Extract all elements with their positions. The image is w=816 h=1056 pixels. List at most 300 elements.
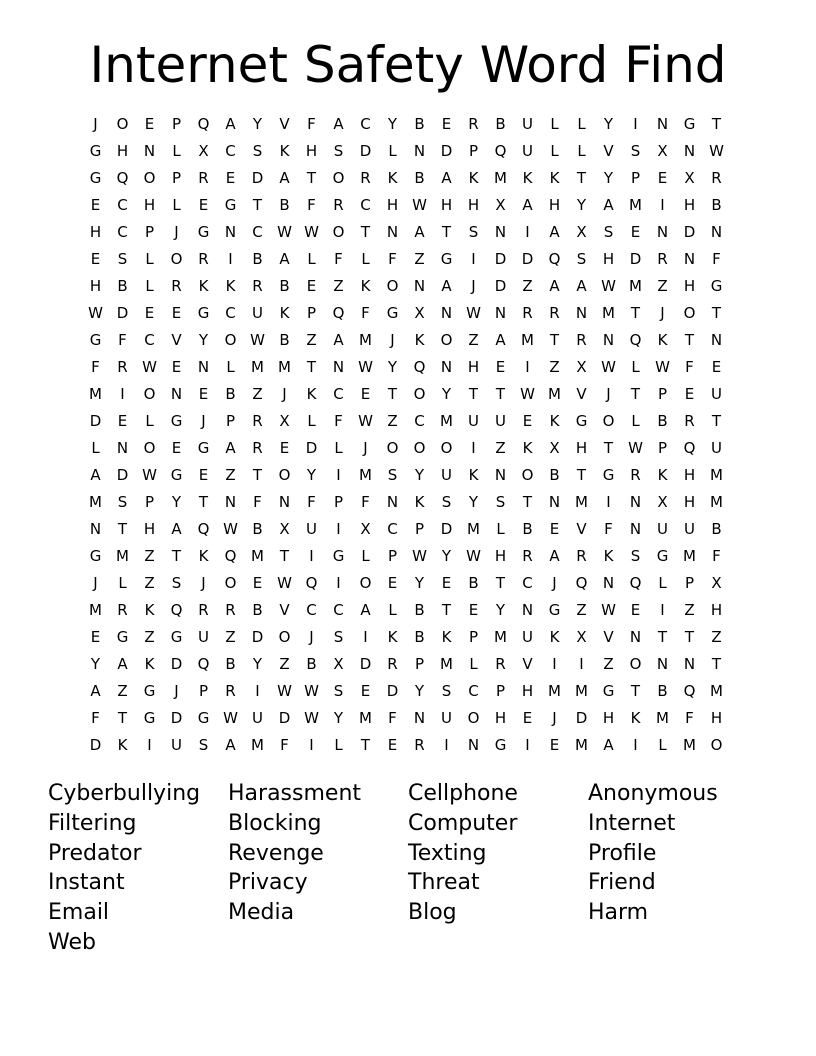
grid-letter[interactable]: H — [143, 520, 156, 538]
grid-letter[interactable]: S — [198, 736, 209, 754]
grid-letter[interactable]: P — [144, 223, 155, 241]
grid-letter[interactable]: S — [495, 493, 506, 511]
grid-letter[interactable]: M — [251, 736, 264, 754]
grid-letter[interactable]: D — [170, 709, 183, 727]
grid-letter[interactable]: L — [226, 358, 235, 376]
grid-letter[interactable]: F — [91, 709, 100, 727]
grid-letter[interactable]: Y — [414, 466, 425, 484]
grid-letter[interactable]: W — [250, 331, 265, 349]
grid-letter[interactable]: W — [142, 358, 157, 376]
grid-letter[interactable]: R — [225, 601, 236, 619]
grid-letter[interactable]: T — [171, 547, 182, 565]
grid-letter[interactable]: J — [552, 574, 557, 592]
grid-letter[interactable]: G — [116, 628, 129, 646]
grid-letter[interactable]: X — [576, 223, 587, 241]
grid-letter[interactable]: L — [496, 520, 505, 538]
grid-letter[interactable]: N — [332, 358, 345, 376]
grid-letter[interactable]: Q — [116, 169, 129, 187]
grid-letter[interactable]: E — [468, 601, 479, 619]
grid-letter[interactable]: T — [549, 331, 560, 349]
grid-letter[interactable]: S — [252, 142, 263, 160]
grid-letter[interactable]: D — [116, 466, 129, 484]
grid-letter[interactable]: I — [255, 682, 260, 700]
grid-letter[interactable]: N — [386, 223, 399, 241]
grid-letter[interactable]: F — [118, 331, 127, 349]
grid-letter[interactable]: X — [279, 520, 290, 538]
grid-letter[interactable]: L — [361, 547, 370, 565]
grid-letter[interactable]: K — [306, 385, 317, 403]
grid-letter[interactable]: I — [363, 628, 368, 646]
grid-letter[interactable]: R — [252, 412, 263, 430]
grid-letter[interactable]: U — [252, 709, 263, 727]
grid-letter[interactable]: R — [414, 736, 425, 754]
grid-letter[interactable]: K — [630, 709, 641, 727]
grid-letter[interactable]: E — [279, 439, 290, 457]
grid-letter[interactable]: E — [90, 628, 101, 646]
grid-letter[interactable]: L — [550, 142, 559, 160]
grid-letter[interactable]: E — [441, 115, 452, 133]
grid-letter[interactable]: N — [710, 223, 723, 241]
grid-letter[interactable]: G — [170, 466, 183, 484]
grid-letter[interactable]: U — [306, 520, 317, 538]
grid-letter[interactable]: T — [576, 169, 587, 187]
grid-letter[interactable]: C — [360, 115, 371, 133]
grid-letter[interactable]: N — [224, 223, 237, 241]
grid-letter[interactable]: D — [575, 709, 588, 727]
grid-letter[interactable]: H — [521, 682, 534, 700]
grid-letter[interactable]: O — [413, 439, 426, 457]
grid-letter[interactable]: M — [89, 493, 102, 511]
grid-letter[interactable]: A — [90, 466, 101, 484]
grid-letter[interactable]: K — [468, 466, 479, 484]
grid-letter[interactable]: A — [603, 196, 614, 214]
grid-letter[interactable]: R — [225, 682, 236, 700]
grid-letter[interactable]: L — [577, 115, 586, 133]
grid-letter[interactable]: T — [252, 196, 263, 214]
grid-letter[interactable]: T — [468, 385, 479, 403]
grid-letter[interactable]: T — [252, 466, 263, 484]
grid-letter[interactable]: T — [495, 385, 506, 403]
grid-letter[interactable]: N — [116, 439, 129, 457]
grid-letter[interactable]: O — [440, 439, 453, 457]
grid-letter[interactable]: R — [198, 169, 209, 187]
grid-letter[interactable]: J — [390, 331, 395, 349]
grid-letter[interactable]: A — [549, 223, 560, 241]
grid-letter[interactable]: J — [309, 628, 314, 646]
grid-letter[interactable]: N — [440, 358, 453, 376]
grid-letter[interactable]: A — [333, 331, 344, 349]
grid-letter[interactable]: U — [522, 628, 533, 646]
grid-letter[interactable]: L — [658, 736, 667, 754]
grid-letter[interactable]: B — [657, 682, 668, 700]
grid-letter[interactable]: D — [494, 277, 507, 295]
grid-letter[interactable]: L — [307, 412, 316, 430]
grid-letter[interactable]: L — [172, 142, 181, 160]
grid-letter[interactable]: Q — [683, 439, 696, 457]
grid-letter[interactable]: Z — [306, 331, 317, 349]
grid-letter[interactable]: L — [172, 196, 181, 214]
grid-letter[interactable]: M — [575, 682, 588, 700]
grid-letter[interactable]: B — [117, 277, 128, 295]
grid-letter[interactable]: C — [333, 601, 344, 619]
grid-letter[interactable]: F — [361, 493, 370, 511]
grid-letter[interactable]: E — [144, 304, 155, 322]
grid-letter[interactable]: G — [89, 547, 102, 565]
grid-letter[interactable]: B — [252, 601, 263, 619]
grid-letter[interactable]: I — [336, 466, 341, 484]
grid-letter[interactable]: N — [548, 493, 561, 511]
grid-letter[interactable]: T — [630, 682, 641, 700]
grid-letter[interactable]: Q — [170, 601, 183, 619]
grid-letter[interactable]: T — [279, 547, 290, 565]
grid-letter[interactable]: F — [685, 358, 694, 376]
grid-letter[interactable]: N — [386, 493, 399, 511]
grid-letter[interactable]: H — [116, 142, 129, 160]
grid-letter[interactable]: B — [414, 601, 425, 619]
grid-letter[interactable]: W — [277, 574, 292, 592]
grid-letter[interactable]: M — [548, 385, 561, 403]
grid-letter[interactable]: E — [225, 169, 236, 187]
grid-letter[interactable]: E — [549, 736, 560, 754]
grid-letter[interactable]: L — [118, 574, 127, 592]
grid-letter[interactable]: B — [657, 412, 668, 430]
grid-letter[interactable]: W — [358, 412, 373, 430]
grid-letter[interactable]: M — [629, 196, 642, 214]
grid-letter[interactable]: S — [441, 682, 452, 700]
grid-letter[interactable]: I — [552, 655, 557, 673]
grid-letter[interactable]: T — [630, 304, 641, 322]
grid-letter[interactable]: X — [711, 574, 722, 592]
grid-letter[interactable]: Z — [603, 655, 614, 673]
grid-letter[interactable]: R — [333, 196, 344, 214]
grid-letter[interactable]: G — [602, 682, 615, 700]
grid-letter[interactable]: F — [253, 493, 262, 511]
grid-letter[interactable]: F — [307, 115, 316, 133]
grid-letter[interactable]: O — [467, 709, 480, 727]
grid-letter[interactable]: J — [174, 223, 179, 241]
grid-letter[interactable]: I — [525, 358, 530, 376]
grid-letter[interactable]: N — [575, 304, 588, 322]
grid-letter[interactable]: J — [174, 682, 179, 700]
grid-letter[interactable]: T — [711, 655, 722, 673]
grid-letter[interactable]: Z — [414, 250, 425, 268]
grid-letter[interactable]: A — [549, 277, 560, 295]
grid-letter[interactable]: D — [251, 628, 264, 646]
grid-letter[interactable]: P — [495, 682, 506, 700]
grid-letter[interactable]: U — [657, 520, 668, 538]
grid-letter[interactable]: S — [603, 223, 614, 241]
grid-letter[interactable]: R — [198, 250, 209, 268]
grid-letter[interactable]: P — [657, 439, 668, 457]
grid-letter[interactable]: G — [575, 412, 588, 430]
grid-letter[interactable]: O — [116, 115, 129, 133]
grid-letter[interactable]: B — [279, 277, 290, 295]
grid-letter[interactable]: N — [656, 655, 669, 673]
grid-letter[interactable]: E — [657, 169, 668, 187]
grid-letter[interactable]: O — [602, 412, 615, 430]
grid-letter[interactable]: X — [279, 412, 290, 430]
grid-letter[interactable]: Y — [495, 601, 506, 619]
grid-letter[interactable]: R — [198, 601, 209, 619]
grid-letter[interactable]: G — [332, 547, 345, 565]
grid-letter[interactable]: X — [549, 439, 560, 457]
grid-letter[interactable]: B — [225, 655, 236, 673]
grid-letter[interactable]: G — [224, 196, 237, 214]
grid-letter[interactable]: S — [117, 250, 128, 268]
grid-letter[interactable]: H — [494, 547, 507, 565]
grid-letter[interactable]: Z — [522, 277, 533, 295]
grid-letter[interactable]: X — [360, 520, 371, 538]
grid-letter[interactable]: T — [576, 466, 587, 484]
grid-letter[interactable]: K — [387, 628, 398, 646]
grid-letter[interactable]: R — [576, 331, 587, 349]
grid-letter[interactable]: M — [548, 682, 561, 700]
grid-letter[interactable]: Z — [387, 412, 398, 430]
grid-letter[interactable]: B — [225, 385, 236, 403]
grid-letter[interactable]: O — [386, 277, 399, 295]
grid-letter[interactable]: R — [117, 601, 128, 619]
grid-letter[interactable]: N — [656, 223, 669, 241]
grid-letter[interactable]: H — [602, 250, 615, 268]
grid-letter[interactable]: W — [466, 304, 481, 322]
grid-letter[interactable]: L — [145, 412, 154, 430]
grid-letter[interactable]: A — [117, 655, 128, 673]
grid-letter[interactable]: W — [709, 142, 724, 160]
grid-letter[interactable]: D — [89, 736, 102, 754]
grid-letter[interactable]: I — [336, 520, 341, 538]
grid-letter[interactable]: T — [117, 520, 128, 538]
grid-letter[interactable]: R — [468, 115, 479, 133]
grid-letter[interactable]: P — [198, 682, 209, 700]
grid-letter[interactable]: C — [387, 520, 398, 538]
grid-letter[interactable]: Q — [197, 115, 210, 133]
grid-letter[interactable]: W — [88, 304, 103, 322]
grid-letter[interactable]: Y — [171, 493, 182, 511]
grid-letter[interactable]: N — [143, 142, 156, 160]
grid-letter[interactable]: E — [360, 682, 371, 700]
grid-letter[interactable]: T — [306, 358, 317, 376]
grid-letter[interactable]: P — [225, 412, 236, 430]
grid-letter[interactable]: D — [629, 250, 642, 268]
grid-letter[interactable]: Z — [252, 385, 263, 403]
grid-letter[interactable]: E — [549, 520, 560, 538]
grid-letter[interactable]: X — [657, 493, 668, 511]
grid-letter[interactable]: R — [522, 547, 533, 565]
grid-letter[interactable]: V — [279, 115, 290, 133]
grid-letter[interactable]: Z — [684, 601, 695, 619]
grid-letter[interactable]: Y — [468, 493, 479, 511]
grid-letter[interactable]: Y — [252, 655, 263, 673]
grid-letter[interactable]: V — [576, 520, 587, 538]
grid-letter[interactable]: K — [360, 277, 371, 295]
grid-letter[interactable]: W — [304, 682, 319, 700]
grid-letter[interactable]: R — [630, 466, 641, 484]
grid-letter[interactable]: O — [143, 385, 156, 403]
grid-letter[interactable]: G — [440, 250, 453, 268]
grid-letter[interactable]: L — [334, 736, 343, 754]
grid-letter[interactable]: V — [603, 628, 614, 646]
grid-letter[interactable]: G — [386, 304, 399, 322]
grid-letter[interactable]: X — [333, 655, 344, 673]
grid-letter[interactable]: K — [549, 628, 560, 646]
grid-letter[interactable]: G — [89, 169, 102, 187]
grid-letter[interactable]: K — [225, 277, 236, 295]
grid-letter[interactable]: E — [711, 358, 722, 376]
grid-letter[interactable]: E — [117, 412, 128, 430]
grid-letter[interactable]: M — [521, 331, 534, 349]
grid-letter[interactable]: T — [657, 628, 668, 646]
grid-letter[interactable]: O — [413, 385, 426, 403]
grid-letter[interactable]: Y — [576, 196, 587, 214]
grid-letter[interactable]: Q — [413, 358, 426, 376]
grid-letter[interactable]: T — [360, 223, 371, 241]
grid-letter[interactable]: P — [414, 520, 425, 538]
grid-letter[interactable]: D — [251, 169, 264, 187]
grid-letter[interactable]: N — [440, 304, 453, 322]
grid-letter[interactable]: A — [441, 277, 452, 295]
grid-letter[interactable]: M — [359, 466, 372, 484]
grid-letter[interactable]: S — [387, 466, 398, 484]
grid-letter[interactable]: B — [495, 115, 506, 133]
grid-letter[interactable]: Y — [441, 385, 452, 403]
grid-letter[interactable]: Z — [144, 628, 155, 646]
grid-letter[interactable]: L — [388, 601, 397, 619]
grid-letter[interactable]: D — [170, 655, 183, 673]
grid-letter[interactable]: M — [89, 385, 102, 403]
grid-letter[interactable]: P — [333, 493, 344, 511]
grid-letter[interactable]: V — [279, 601, 290, 619]
grid-letter[interactable]: S — [117, 493, 128, 511]
grid-letter[interactable]: O — [710, 736, 723, 754]
grid-letter[interactable]: S — [171, 574, 182, 592]
grid-letter[interactable]: N — [170, 385, 183, 403]
grid-letter[interactable]: K — [387, 169, 398, 187]
grid-letter[interactable]: T — [441, 223, 452, 241]
grid-letter[interactable]: R — [117, 358, 128, 376]
grid-letter[interactable]: D — [359, 142, 372, 160]
grid-letter[interactable]: T — [684, 331, 695, 349]
grid-letter[interactable]: T — [684, 628, 695, 646]
grid-letter[interactable]: P — [171, 115, 182, 133]
grid-letter[interactable]: G — [143, 682, 156, 700]
grid-letter[interactable]: Q — [629, 331, 642, 349]
grid-letter[interactable]: E — [171, 304, 182, 322]
grid-letter[interactable]: Q — [197, 655, 210, 673]
grid-letter[interactable]: B — [414, 115, 425, 133]
grid-letter[interactable]: R — [522, 304, 533, 322]
grid-letter[interactable]: J — [660, 304, 665, 322]
grid-letter[interactable]: X — [495, 196, 506, 214]
grid-letter[interactable]: L — [658, 574, 667, 592]
grid-letter[interactable]: A — [279, 169, 290, 187]
grid-letter[interactable]: C — [252, 223, 263, 241]
grid-letter[interactable]: A — [414, 223, 425, 241]
grid-letter[interactable]: J — [363, 439, 368, 457]
grid-letter[interactable]: B — [279, 331, 290, 349]
grid-letter[interactable]: Y — [603, 169, 614, 187]
grid-letter[interactable]: R — [387, 655, 398, 673]
grid-letter[interactable]: N — [683, 250, 696, 268]
grid-letter[interactable]: M — [656, 709, 669, 727]
grid-letter[interactable]: Z — [279, 655, 290, 673]
grid-letter[interactable]: N — [602, 574, 615, 592]
grid-letter[interactable]: Z — [711, 628, 722, 646]
grid-letter[interactable]: I — [579, 655, 584, 673]
grid-letter[interactable]: L — [307, 250, 316, 268]
grid-letter[interactable]: V — [576, 385, 587, 403]
grid-letter[interactable]: M — [494, 628, 507, 646]
grid-letter[interactable]: Y — [414, 574, 425, 592]
grid-letter[interactable]: B — [306, 655, 317, 673]
grid-letter[interactable]: D — [89, 412, 102, 430]
grid-letter[interactable]: M — [683, 547, 696, 565]
grid-letter[interactable]: W — [223, 520, 238, 538]
grid-letter[interactable]: O — [224, 331, 237, 349]
grid-letter[interactable]: P — [414, 655, 425, 673]
grid-letter[interactable]: M — [251, 358, 264, 376]
grid-letter[interactable]: G — [143, 709, 156, 727]
grid-letter[interactable]: Z — [657, 277, 668, 295]
grid-letter[interactable]: N — [629, 628, 642, 646]
grid-letter[interactable]: R — [711, 169, 722, 187]
grid-letter[interactable]: A — [225, 736, 236, 754]
grid-letter[interactable]: J — [471, 277, 476, 295]
grid-letter[interactable]: U — [198, 628, 209, 646]
grid-letter[interactable]: Y — [387, 358, 398, 376]
grid-letter[interactable]: M — [251, 547, 264, 565]
grid-letter[interactable]: F — [388, 250, 397, 268]
grid-letter[interactable]: E — [387, 736, 398, 754]
grid-letter[interactable]: O — [332, 223, 345, 241]
grid-letter[interactable]: M — [440, 412, 453, 430]
grid-letter[interactable]: N — [224, 493, 237, 511]
grid-letter[interactable]: K — [522, 439, 533, 457]
grid-letter[interactable]: A — [441, 169, 452, 187]
grid-letter[interactable]: H — [440, 196, 453, 214]
grid-letter[interactable]: D — [440, 142, 453, 160]
grid-letter[interactable]: I — [633, 115, 638, 133]
grid-letter[interactable]: C — [333, 385, 344, 403]
grid-letter[interactable]: B — [414, 628, 425, 646]
grid-letter[interactable]: N — [467, 736, 480, 754]
grid-letter[interactable]: W — [277, 223, 292, 241]
grid-letter[interactable]: N — [494, 304, 507, 322]
grid-letter[interactable]: M — [710, 493, 723, 511]
grid-letter[interactable]: X — [576, 628, 587, 646]
grid-letter[interactable]: T — [711, 304, 722, 322]
grid-letter[interactable]: R — [576, 547, 587, 565]
grid-letter[interactable]: N — [683, 142, 696, 160]
grid-letter[interactable]: N — [494, 466, 507, 484]
grid-letter[interactable]: C — [522, 574, 533, 592]
grid-letter[interactable]: O — [386, 439, 399, 457]
grid-letter[interactable]: M — [494, 169, 507, 187]
grid-letter[interactable]: B — [468, 574, 479, 592]
grid-letter[interactable]: Q — [224, 547, 237, 565]
grid-letter[interactable]: B — [549, 466, 560, 484]
grid-letter[interactable]: A — [603, 736, 614, 754]
grid-letter[interactable]: N — [602, 331, 615, 349]
grid-letter[interactable]: W — [358, 358, 373, 376]
grid-letter[interactable]: K — [414, 331, 425, 349]
grid-letter[interactable]: G — [89, 142, 102, 160]
grid-letter[interactable]: M — [440, 655, 453, 673]
grid-letter[interactable]: S — [576, 250, 587, 268]
grid-letter[interactable]: H — [467, 358, 480, 376]
grid-letter[interactable]: M — [602, 304, 615, 322]
grid-letter[interactable]: W — [520, 385, 535, 403]
grid-letter[interactable]: U — [171, 736, 182, 754]
